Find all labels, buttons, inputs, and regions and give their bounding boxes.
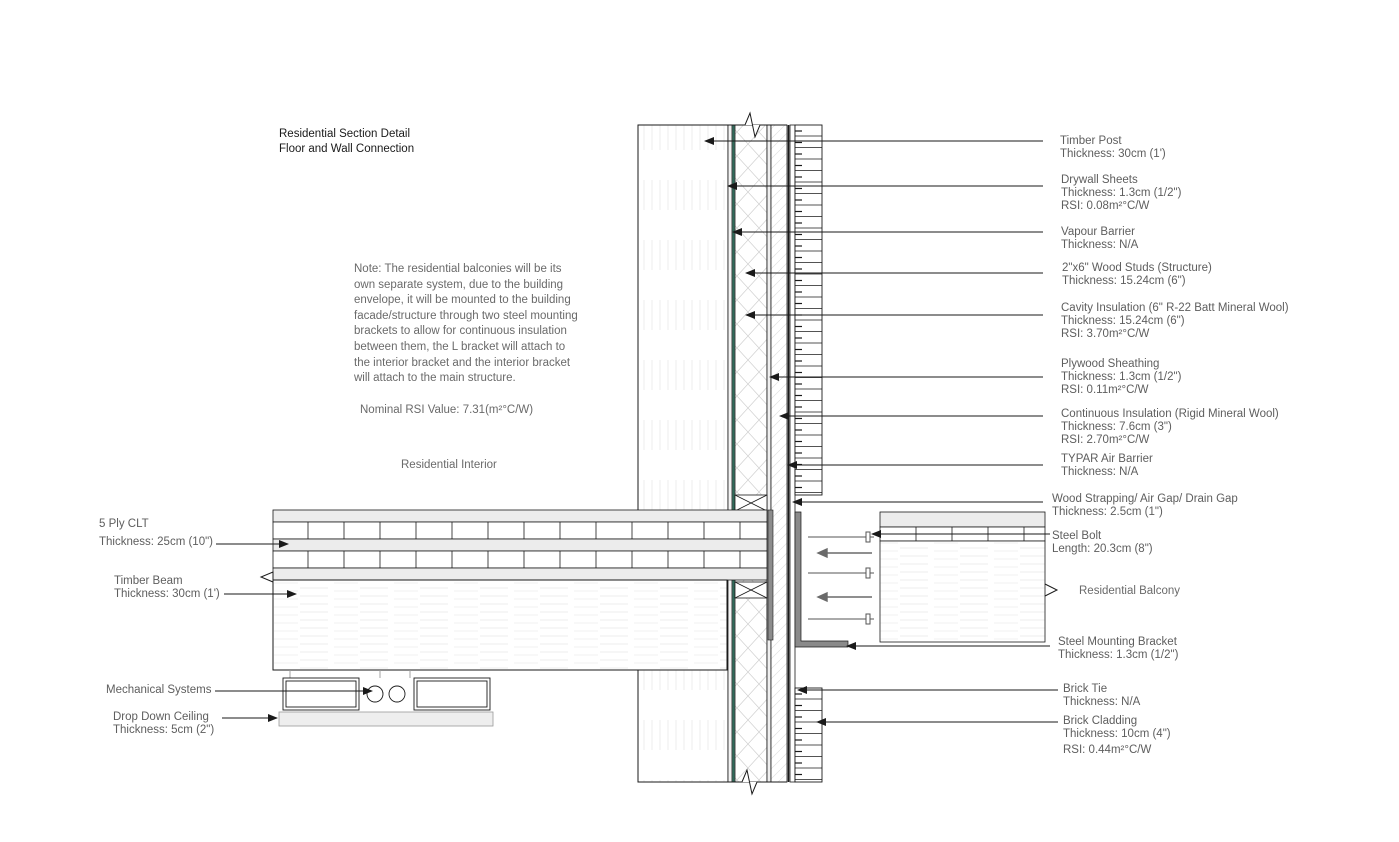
label-line: Continuous Insulation (Rigid Mineral Wool) — [1061, 408, 1279, 420]
design-note: Note: The residential balconies will be its own separate system, due to the building envelope, it will be mounted to the building facade/structure through two steel mounting brackets to allow for continuous insulation between them, the L bracket will attach to the interior bracket and the interior bracket will attach to the main structure. — [354, 263, 578, 385]
label-line: RSI: 0.11m²°C/W — [1061, 384, 1149, 396]
label-vapour-barrier — [1061, 226, 1138, 252]
label-wood-strapping — [1052, 493, 1238, 519]
label-line: RSI: 0.08m²°C/W — [1061, 200, 1150, 212]
label-line: Thickness: 1.3cm (1/2") — [1061, 187, 1182, 199]
label-line: Wood Strapping/ Air Gap/ Drain Gap — [1052, 493, 1238, 505]
brick-cladding-upper — [795, 125, 822, 495]
label-clt — [99, 515, 213, 551]
brick-cladding-lower — [795, 688, 822, 782]
label-timber-post — [1060, 135, 1166, 161]
label-steel-mounting-bracket — [1058, 636, 1178, 662]
label-line: Timber Post — [1060, 135, 1122, 147]
label-line: Mechanical Systems — [106, 684, 212, 696]
label-line: Thickness: 1.3cm (1/2") — [1061, 371, 1182, 383]
continuous-insulation — [771, 125, 787, 782]
label-line: Brick Cladding — [1063, 715, 1138, 727]
timber-post — [638, 125, 728, 782]
title-main: Residential Section Detail — [279, 128, 411, 140]
nominal-rsi: Nominal RSI Value: 7.31(m²°C/W) — [360, 404, 534, 416]
balcony-structure — [880, 512, 1057, 642]
label-continuous-insulation — [1061, 408, 1279, 447]
label-typar-air-barrier — [1061, 453, 1153, 479]
zone-interior: Residential Interior — [401, 459, 497, 471]
beam-break-line — [261, 572, 273, 670]
label-line: Brick Tie — [1063, 683, 1108, 695]
mechanical-systems — [283, 670, 490, 710]
label-line: RSI: 0.44m²°C/W — [1063, 744, 1152, 756]
title-sub: Floor and Wall Connection — [279, 143, 415, 155]
drywall-sheets — [728, 125, 732, 782]
label-line: Thickness: 10cm (4") — [1063, 728, 1171, 740]
load-arrows — [818, 549, 872, 601]
label-line: Thickness: 7.6cm (3") — [1061, 421, 1172, 433]
label-line: Steel Mounting Bracket — [1058, 636, 1177, 648]
label-line: Thickness: 15.24cm (6") — [1062, 275, 1186, 287]
label-plywood-sheathing — [1061, 358, 1181, 397]
label-timber-beam — [114, 575, 220, 601]
label-cavity-insulation — [1061, 302, 1289, 341]
label-steel-bolt — [1052, 530, 1153, 556]
label-mechanical-systems — [106, 684, 211, 697]
label-line: Cavity Insulation (6" R-22 Batt Mineral Wool) — [1061, 302, 1289, 314]
interior-steel-bracket — [768, 510, 773, 640]
label-line: Vapour Barrier — [1061, 226, 1135, 238]
label-line: RSI: 3.70m²°C/W — [1061, 328, 1150, 340]
drawing-title — [279, 127, 414, 157]
label-drop-down-ceiling — [113, 711, 214, 737]
label-line: Length: 20.3cm (8") — [1052, 543, 1153, 555]
label-brick-tie — [1063, 683, 1140, 709]
label-line: Timber Beam — [114, 575, 183, 587]
timber-beam — [273, 580, 727, 670]
steel-bolts — [808, 532, 874, 624]
plywood-sheathing — [767, 125, 771, 782]
label-wood-studs — [1062, 262, 1212, 288]
label-line: Thickness: 2.5cm (1") — [1052, 506, 1163, 518]
label-line: RSI: 2.70m²°C/W — [1061, 434, 1150, 446]
wood-strapping — [790, 125, 795, 782]
label-brick-cladding — [1063, 715, 1171, 757]
brick-wythe — [795, 125, 822, 495]
label-line: TYPAR Air Barrier — [1061, 453, 1153, 465]
label-line: Drop Down Ceiling — [113, 711, 209, 723]
label-line: Thickness: 5cm (2") — [113, 724, 215, 736]
steel-mounting-bracket — [795, 512, 848, 647]
label-line: 2"x6" Wood Studs (Structure) — [1062, 262, 1212, 274]
label-line: Drywall Sheets — [1061, 174, 1138, 186]
label-drywall-sheets — [1061, 174, 1181, 213]
cavity-insulation — [735, 125, 767, 782]
label-line: Thickness: 1.3cm (1/2") — [1058, 649, 1179, 661]
label-line: Plywood Sheathing — [1061, 358, 1160, 370]
label-line: Thickness: N/A — [1063, 696, 1141, 708]
label-line: Steel Bolt — [1052, 530, 1102, 542]
label-line: Thickness: 30cm (1') — [114, 588, 220, 600]
label-line: Thickness: 25cm (10") — [99, 536, 214, 548]
label-line: Thickness: N/A — [1061, 239, 1139, 251]
clt-floor — [273, 510, 767, 580]
label-line: Thickness: 30cm (1') — [1060, 148, 1166, 160]
zone-balcony: Residential Balcony — [1079, 585, 1181, 597]
label-line: Thickness: 15.24cm (6") — [1061, 315, 1185, 327]
label-line: 5 Ply CLT — [99, 518, 149, 530]
label-line: Thickness: N/A — [1061, 466, 1139, 478]
drop-down-ceiling — [279, 712, 493, 726]
